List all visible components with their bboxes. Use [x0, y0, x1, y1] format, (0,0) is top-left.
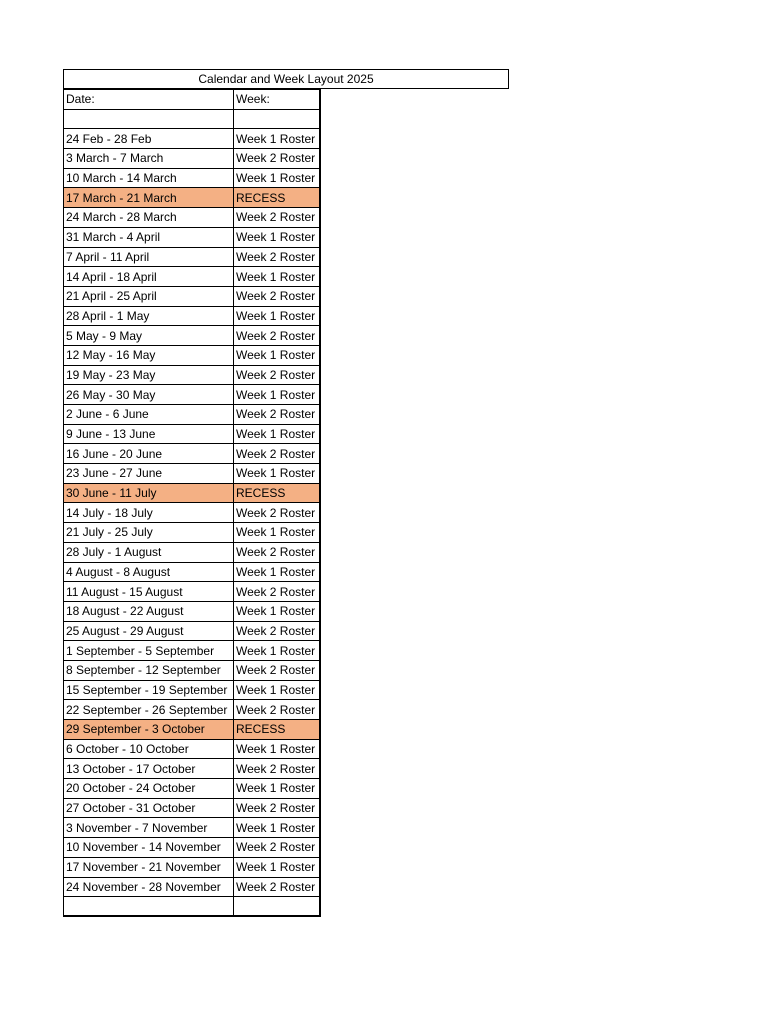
date-range-cell: 18 August - 22 August [64, 601, 234, 621]
table-row [64, 877, 320, 897]
week-roster-cell: RECESS [234, 188, 320, 208]
date-range-cell: 24 March - 28 March [64, 208, 234, 228]
date-range-cell: 23 June - 27 June [64, 464, 234, 484]
table-row [64, 306, 320, 326]
date-range-cell: 22 September - 26 September [64, 700, 234, 720]
date-range-cell: 17 March - 21 March [64, 188, 234, 208]
table-row [64, 345, 320, 365]
date-range-cell: 28 July - 1 August [64, 542, 234, 562]
table-row [64, 109, 320, 129]
date-range-cell: 15 September - 19 September [64, 680, 234, 700]
table-row [64, 365, 320, 385]
week-roster-cell: RECESS [234, 483, 320, 503]
table-row [64, 405, 320, 425]
sheet-title: Calendar and Week Layout 2025 [63, 69, 509, 89]
week-roster-cell: Week 2 Roster [234, 838, 320, 858]
week-column-header: Week: [234, 90, 320, 110]
week-roster-cell: Week 2 Roster [234, 877, 320, 897]
date-range-cell: 6 October - 10 October [64, 739, 234, 759]
week-roster-cell: Week 1 Roster [234, 168, 320, 188]
table-row [64, 798, 320, 818]
date-range-cell: 16 June - 20 June [64, 444, 234, 464]
date-range-cell: 21 April - 25 April [64, 286, 234, 306]
week-roster-cell: Week 1 Roster [234, 680, 320, 700]
date-range-cell: 24 Feb - 28 Feb [64, 129, 234, 149]
table-row [64, 444, 320, 464]
table-row-recess [64, 188, 320, 208]
week-roster-cell: RECESS [234, 720, 320, 740]
table-row [64, 424, 320, 444]
week-roster-cell: Week 2 Roster [234, 542, 320, 562]
date-range-cell: 11 August - 15 August [64, 582, 234, 602]
table-row [64, 149, 320, 169]
date-range-cell: 26 May - 30 May [64, 385, 234, 405]
table-row [64, 562, 320, 582]
table-row [64, 385, 320, 405]
table-row [64, 464, 320, 484]
week-roster-cell: Week 2 Roster [234, 582, 320, 602]
table-row-recess [64, 483, 320, 503]
table-row [64, 779, 320, 799]
table-row [64, 227, 320, 247]
date-range-cell: 30 June - 11 July [64, 483, 234, 503]
table-row [64, 267, 320, 287]
table-row [64, 759, 320, 779]
table-row [64, 857, 320, 877]
table-row [64, 739, 320, 759]
week-roster-cell: Week 1 Roster [234, 739, 320, 759]
week-roster-cell: Week 1 Roster [234, 306, 320, 326]
week-roster-cell [234, 897, 320, 917]
table-row [64, 247, 320, 267]
table-row [64, 582, 320, 602]
date-range-cell: 13 October - 17 October [64, 759, 234, 779]
week-roster-cell: Week 2 Roster [234, 247, 320, 267]
table-row [64, 542, 320, 562]
table-row-recess [64, 720, 320, 740]
date-range-cell: 8 September - 12 September [64, 660, 234, 680]
date-range-cell [64, 109, 234, 129]
header-row [64, 90, 320, 110]
date-range-cell [64, 897, 234, 917]
table-row [64, 818, 320, 838]
table-row [64, 660, 320, 680]
week-roster-cell: Week 1 Roster [234, 424, 320, 444]
table-row [64, 523, 320, 543]
table-row [64, 326, 320, 346]
date-range-cell: 12 May - 16 May [64, 345, 234, 365]
date-range-cell: 9 June - 13 June [64, 424, 234, 444]
week-roster-cell: Week 2 Roster [234, 326, 320, 346]
table-row [64, 129, 320, 149]
date-range-cell: 20 October - 24 October [64, 779, 234, 799]
roster-body [64, 109, 320, 916]
date-range-cell: 5 May - 9 May [64, 326, 234, 346]
week-roster-cell: Week 2 Roster [234, 405, 320, 425]
week-roster-cell: Week 1 Roster [234, 385, 320, 405]
date-range-cell: 24 November - 28 November [64, 877, 234, 897]
date-range-cell: 7 April - 11 April [64, 247, 234, 267]
table-row [64, 680, 320, 700]
date-range-cell: 31 March - 4 April [64, 227, 234, 247]
week-roster-cell: Week 1 Roster [234, 523, 320, 543]
week-roster-cell: Week 2 Roster [234, 700, 320, 720]
week-roster-cell: Week 1 Roster [234, 129, 320, 149]
week-roster-cell: Week 1 Roster [234, 779, 320, 799]
week-roster-cell: Week 2 Roster [234, 365, 320, 385]
week-roster-cell: Week 2 Roster [234, 444, 320, 464]
week-roster-cell: Week 2 Roster [234, 503, 320, 523]
date-range-cell: 4 August - 8 August [64, 562, 234, 582]
table-row [64, 621, 320, 641]
date-range-cell: 10 November - 14 November [64, 838, 234, 858]
week-roster-cell [234, 109, 320, 129]
date-range-cell: 2 June - 6 June [64, 405, 234, 425]
week-roster-cell: Week 1 Roster [234, 641, 320, 661]
week-roster-cell: Week 2 Roster [234, 149, 320, 169]
week-roster-cell: Week 1 Roster [234, 227, 320, 247]
week-roster-cell: Week 2 Roster [234, 208, 320, 228]
week-roster-cell: Week 1 Roster [234, 857, 320, 877]
table-row [64, 641, 320, 661]
date-range-cell: 3 March - 7 March [64, 149, 234, 169]
roster-table [63, 89, 321, 917]
date-range-cell: 29 September - 3 October [64, 720, 234, 740]
date-range-cell: 14 April - 18 April [64, 267, 234, 287]
week-roster-cell: Week 2 Roster [234, 798, 320, 818]
date-range-cell: 10 March - 14 March [64, 168, 234, 188]
table-row [64, 503, 320, 523]
week-roster-cell: Week 2 Roster [234, 660, 320, 680]
table-row [64, 897, 320, 917]
table-row [64, 601, 320, 621]
date-range-cell: 21 July - 25 July [64, 523, 234, 543]
date-range-cell: 27 October - 31 October [64, 798, 234, 818]
roster-sheet [63, 69, 509, 917]
date-range-cell: 28 April - 1 May [64, 306, 234, 326]
week-roster-cell: Week 1 Roster [234, 562, 320, 582]
table-row [64, 286, 320, 306]
date-range-cell: 3 November - 7 November [64, 818, 234, 838]
week-roster-cell: Week 1 Roster [234, 601, 320, 621]
week-roster-cell: Week 2 Roster [234, 759, 320, 779]
week-roster-cell: Week 1 Roster [234, 345, 320, 365]
week-roster-cell: Week 1 Roster [234, 267, 320, 287]
table-row [64, 700, 320, 720]
date-range-cell: 25 August - 29 August [64, 621, 234, 641]
table-row [64, 838, 320, 858]
week-roster-cell: Week 2 Roster [234, 621, 320, 641]
week-roster-cell: Week 1 Roster [234, 464, 320, 484]
date-range-cell: 17 November - 21 November [64, 857, 234, 877]
date-range-cell: 19 May - 23 May [64, 365, 234, 385]
week-roster-cell: Week 1 Roster [234, 818, 320, 838]
date-range-cell: 14 July - 18 July [64, 503, 234, 523]
week-roster-cell: Week 2 Roster [234, 286, 320, 306]
table-row [64, 168, 320, 188]
table-row [64, 208, 320, 228]
date-column-header: Date: [64, 90, 234, 110]
date-range-cell: 1 September - 5 September [64, 641, 234, 661]
